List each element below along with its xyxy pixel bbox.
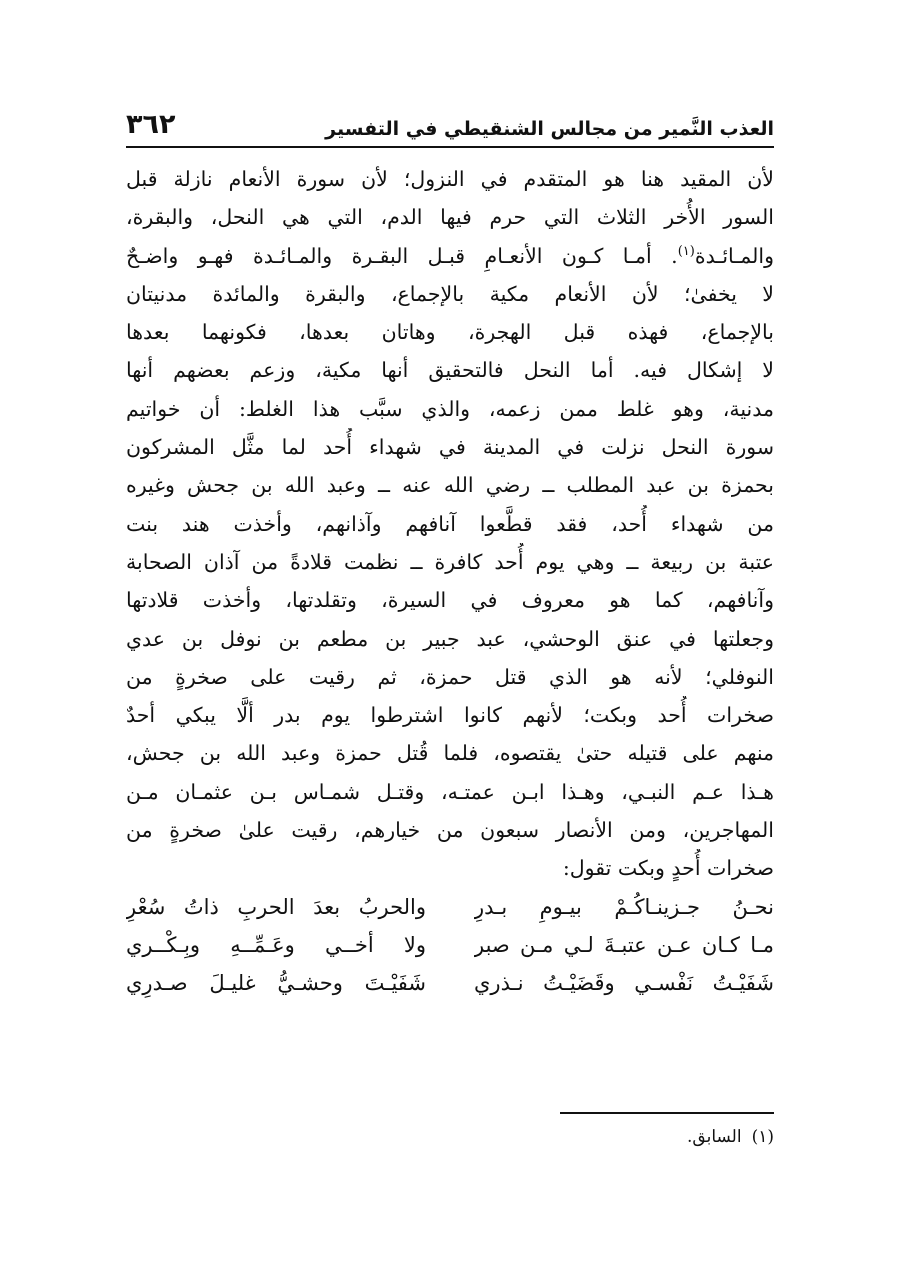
poem-verse-1 — [126, 888, 774, 926]
text-line-2: السور الأُخر الثلاث التي حرم فيها الدم، التي هي النحل، والبقرة، — [126, 205, 774, 230]
text-line-12: وآنافهم، كما هو معروف في السيرة، وتقلدتها، وأخذت قلادتها — [126, 588, 774, 613]
verse-2-first-hemistich: مـا كـان عـن عتبـةَ لـي مـن صبر — [474, 932, 774, 957]
footnote-text: السابق. — [687, 1127, 742, 1147]
text-line-10: من شهداء أُحد، فقد قطَّعوا آنافهم وآذانهم، وأخذت هند بنت — [126, 511, 774, 536]
verse-3-first-hemistich: شَفَيْـتُ نَفْسـي وقَضَيْـتُ نـذري — [474, 971, 774, 996]
text-line-4: لا يخفىٰ؛ لأن الأنعام مكية بالإجماع، والبقرة والمائدة مدنيتان — [126, 281, 774, 306]
text-line-17: هـذا عـم النبـي، وهـذا ابـن عمتـه، وقتـل شمـاس بـن عثمـان مـن — [126, 779, 774, 804]
text-line-7: مدنية، وهو غلط ممن زعمه، والذي سبَّب هذا الغلط: أن خواتيم — [126, 396, 774, 421]
text-line-14: النوفلي؛ لأنه هو الذي قتل حمزة، ثم رقيت على صخرةٍ من — [126, 664, 774, 689]
poem — [126, 888, 774, 1003]
verse-1-second-hemistich: والحربُ بعدَ الحربِ ذاتُ سُعْرِ — [126, 894, 426, 919]
text-line-15: صخرات أُحد وبكت؛ لأنهم كانوا اشترطوا يوم بدر ألَّا يبكي أحدٌ — [126, 703, 774, 728]
text-line-8: سورة النحل نزلت في المدينة في شهداء أُحد لما مثَّل المشركون — [126, 435, 774, 460]
verse-2-second-hemistich: ولا أخــي وعَـمِّــهِ وبِـكْــري — [126, 932, 426, 957]
footnote-divider — [560, 1112, 774, 1114]
text-line-3-rest: . أمـا كـون الأنعـامِ قبـل البقـرة والمـائـدة فهـو واضـحٌ — [126, 243, 678, 268]
text-line-3-start: والمـائـدة — [694, 243, 774, 268]
text-line-11: عتبة بن ربيعة ــ وهي يوم أُحد كافرة ــ نظمت قلادةً من آذان الصحابة — [126, 549, 774, 574]
text-line-18: المهاجرين، ومن الأنصار سبعون من خيارهم، رقيت علىٰ صخرةٍ من — [126, 818, 774, 843]
book-page — [126, 100, 774, 1200]
page-number: ٣٦٢ — [126, 109, 176, 140]
footnote-number: (١) — [751, 1127, 774, 1147]
verse-1-first-hemistich: نحـنُ جـزينـاكُـمْ بيـومِ بـدرِ — [474, 894, 774, 919]
text-line-16: منهم على قتيله حتىٰ يقتصوه، فلما قُتل حمزة وعبد الله بن جحش، — [126, 741, 774, 766]
footnote-reference: (١) — [677, 243, 695, 259]
text-line-5: بالإجماع، فهذه قبل الهجرة، وهاتان بعدها، فكونهما بعدها — [126, 320, 774, 345]
text-line-9: بحمزة بن عبد المطلب ــ رضي الله عنه ــ وعبد الله بن جحش وغيره — [126, 473, 774, 498]
page-header — [126, 100, 774, 148]
poem-verse-2 — [126, 926, 774, 964]
text-line-1: لأن المقيد هنا هو المتقدم في النزول؛ لأن سورة الأنعام نازلة قبل — [126, 167, 774, 191]
text-line-19: صخرات أُحدٍ وبكت تقول: — [562, 856, 774, 881]
poem-verse-3 — [126, 964, 774, 1002]
body-text — [126, 160, 774, 888]
running-title: العذب النَّمير من مجالس الشنقيطي في التفسير — [325, 118, 774, 140]
text-line-3 — [126, 237, 774, 275]
text-line-13: وجعلتها في عنق الوحشي، عبد جبير بن مطعم بن نوفل بن عدي — [126, 626, 774, 651]
footnote — [687, 1127, 774, 1147]
text-line-6: لا إشكال فيه. أما النحل فالتحقيق أنها مكية، وزعم بعضهم أنها — [126, 358, 774, 383]
verse-3-second-hemistich: شَفَيْـتَ وحشـيُّ غليـلَ صـدرِي — [126, 971, 426, 996]
